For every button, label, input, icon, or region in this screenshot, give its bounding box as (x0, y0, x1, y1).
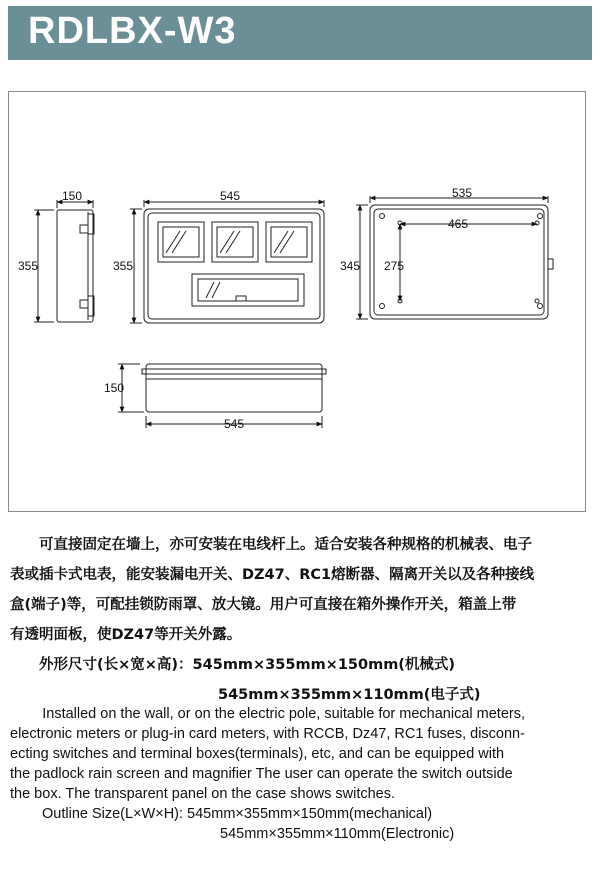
en-line-4: the padlock rain screen and magnifier The user can operate the switch outside (10, 766, 513, 782)
back-inner-height-label: 275 (384, 259, 405, 273)
front-width-label: 545 (220, 189, 241, 203)
en-size-2: 545mm×355mm×110mm(Electronic) (220, 826, 455, 842)
zh-line-2: 表或插卡式电表，能安装漏电开关、DZ47、RC1熔断器、隔离开关以及各种接线 (10, 567, 535, 583)
en-size-1: Outline Size(L×W×H): 545mm×355mm×150mm(mechanical) (42, 806, 433, 822)
front-view (130, 200, 324, 323)
zh-size-2: 545mm×355mm×110mm(电子式) (218, 687, 481, 703)
en-line-2: electronic meters or plug-in card meters, with RCCB, Dz47, RC1 fuses, disconn- (10, 726, 525, 742)
back-height-label: 345 (340, 259, 361, 273)
en-line-1: Installed on the wall, or on the electric pole, suitable for mechanical meters, (10, 706, 526, 722)
zh-line-1: 可直接固定在墙上，亦可安装在电线杆上。适合安装各种规格的机械表、电子 (10, 537, 532, 553)
zh-size-1: 外形尺寸(长×宽×高)：545mm×355mm×150mm(机械式) (10, 657, 456, 673)
chinese-description (10, 530, 590, 710)
bottom-view (118, 364, 326, 428)
en-line-3: ecting switches and terminal boxes(terminals), etc, and can be equipped with (10, 746, 505, 762)
back-width-label: 535 (452, 186, 473, 200)
product-title: RDLBX-W3 (28, 10, 237, 52)
bottom-height-label: 150 (104, 381, 125, 395)
side-width-label: 150 (62, 189, 83, 203)
zh-line-3: 盒(端子)等，可配挂锁防雨罩、放大镜。用户可直接在箱外操作开关，箱盖上带 (10, 597, 517, 613)
en-line-5: the box. The transparent panel on the case shows switches. (10, 786, 396, 802)
english-description (10, 704, 590, 844)
side-view (34, 200, 94, 322)
zh-line-4: 有透明面板，使DZ47等开关外露。 (10, 627, 242, 643)
side-height-label: 355 (18, 259, 39, 273)
back-inner-width-label: 465 (448, 217, 469, 231)
bottom-width-label: 545 (224, 417, 245, 431)
back-view (356, 196, 553, 319)
front-height-label: 355 (113, 259, 134, 273)
